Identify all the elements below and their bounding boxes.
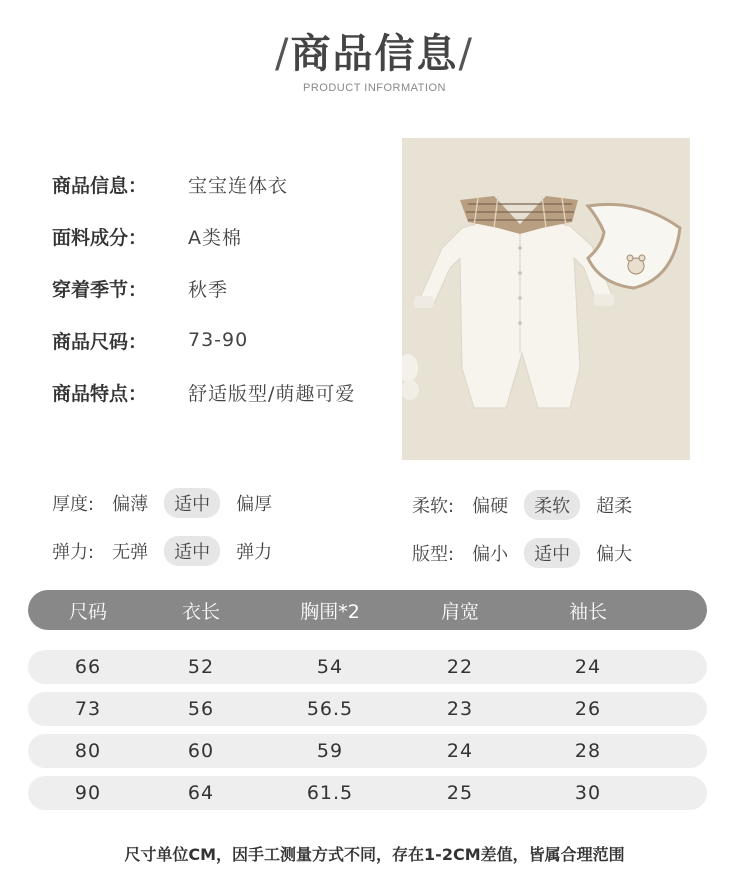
page-subtitle: PRODUCT INFORMATION [303,82,446,94]
attr-elasticity [52,536,288,566]
table-row [28,692,707,726]
header-cell: 衣长 [181,600,220,623]
section-header [0,28,749,94]
product-info-list [52,158,355,418]
attr-option: 无弹 [112,542,149,563]
table-row [28,650,707,684]
attr-label: 厚度: [52,494,95,515]
table-cell: 61.5 [306,782,354,804]
attr-label: 柔软: [412,496,455,517]
size-table-header [28,590,707,630]
info-row [52,158,355,210]
table-cell: 54 [316,656,344,678]
info-row [52,366,355,418]
attr-option: 偏薄 [112,494,149,515]
info-row [52,262,355,314]
attr-option: 偏厚 [236,494,273,515]
table-cell: 90 [74,782,102,804]
info-key: 商品尺码： [52,330,148,353]
attr-option: 偏小 [472,544,509,565]
attr-option-selected: 适中 [524,538,580,568]
table-cell: 24 [446,740,474,762]
info-value: 秋季 [188,278,229,301]
attr-label: 弹力: [52,542,95,563]
attr-softness [412,490,648,520]
table-row [28,734,707,768]
table-cell: 24 [574,656,602,678]
romper-illustration [402,138,690,460]
header-cell: 肩宽 [440,600,479,623]
table-row [28,776,707,810]
info-key: 商品信息： [52,174,148,197]
attr-option-selected: 适中 [164,536,220,566]
table-cell: 26 [574,698,602,720]
info-value: A类棉 [188,226,242,249]
table-cell: 23 [446,698,474,720]
attr-thickness [52,488,288,518]
info-value: 宝宝连体衣 [188,174,289,197]
attr-option: 偏大 [596,544,633,565]
table-cell: 52 [187,656,215,678]
attr-option: 超柔 [596,496,633,517]
product-photo [402,138,690,460]
table-cell: 56 [187,698,215,720]
attr-option-selected: 适中 [164,488,220,518]
header-cell: 胸围*2 [300,600,360,623]
table-cell: 80 [74,740,102,762]
table-cell: 73 [74,698,102,720]
header-cell: 尺码 [68,600,107,623]
info-value: 73-90 [188,329,249,351]
table-cell: 22 [446,656,474,678]
table-cell: 30 [574,782,602,804]
table-cell: 28 [574,740,602,762]
info-key: 商品特点： [52,382,148,405]
table-cell: 66 [74,656,102,678]
table-cell: 25 [446,782,474,804]
table-cell: 60 [187,740,215,762]
header-cell: 袖长 [568,600,607,623]
info-key: 面料成分： [52,226,148,249]
attr-fit [412,538,648,568]
attr-option: 弹力 [236,542,273,563]
page-title: /商品信息/ [275,31,474,77]
info-row [52,210,355,262]
table-cell: 56.5 [306,698,354,720]
info-value: 舒适版型/萌趣可爱 [188,382,356,405]
table-cell: 59 [316,740,344,762]
info-row [52,314,355,366]
measurement-note: 尺寸单位CM，因手工测量方式不同，存在1-2CM差值，皆属合理范围 [124,845,625,864]
attr-label: 版型: [412,544,455,565]
attr-option-selected: 柔软 [524,490,580,520]
page-title-text: 商品信息 [290,31,459,77]
table-cell: 64 [187,782,215,804]
info-key: 穿着季节： [52,278,148,301]
attr-option: 偏硬 [472,496,509,517]
